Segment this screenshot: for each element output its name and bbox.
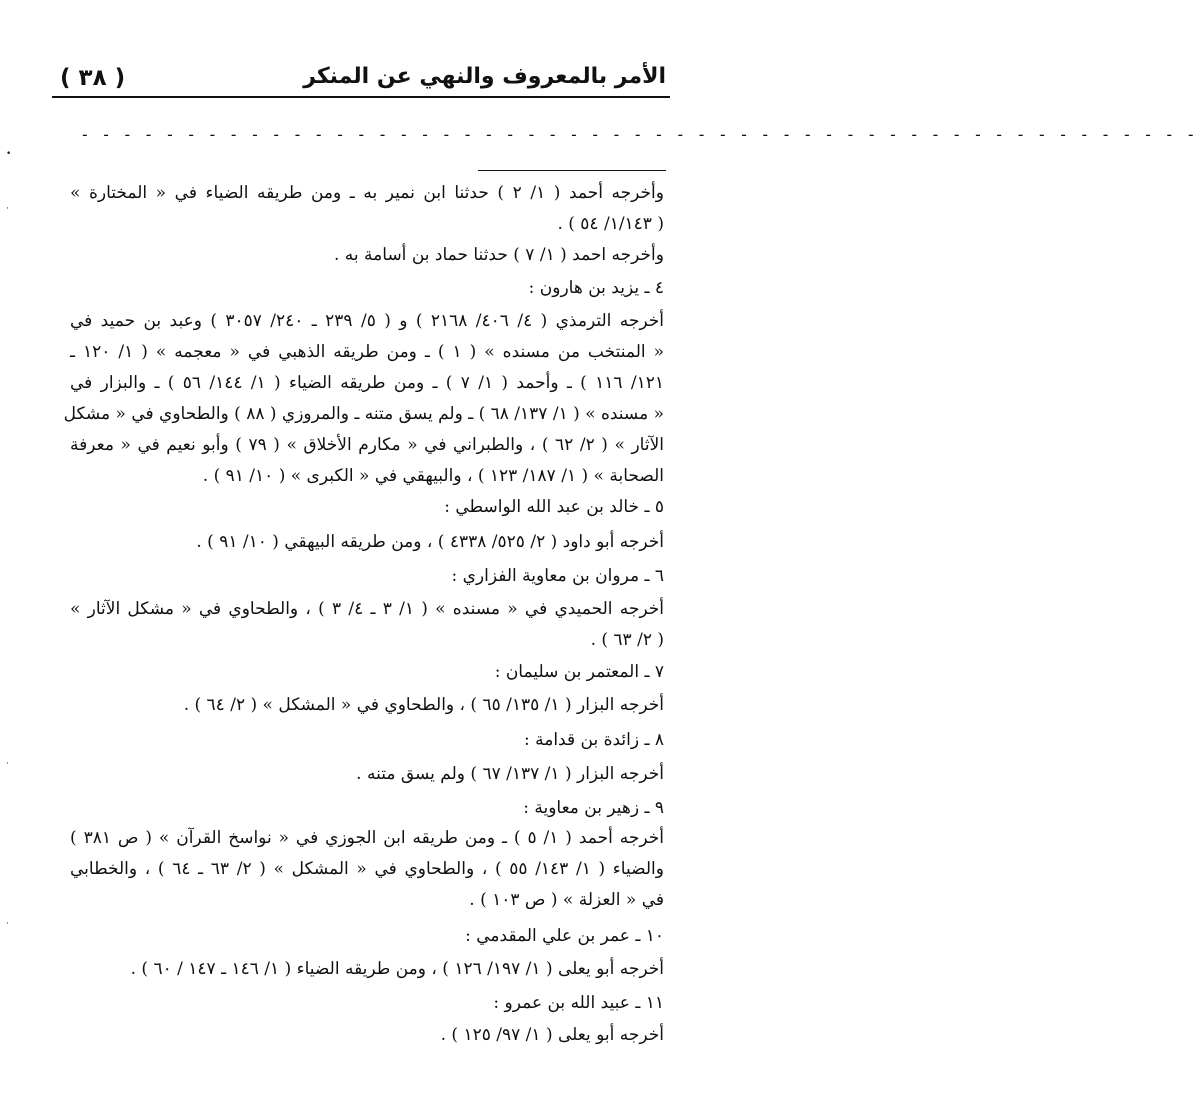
text-line: وأخرجه احمد ( ١/ ٧ ) حدثنا حماد بن أسامة به . — [333, 245, 664, 265]
text-line: وأخرجه أحمد ( ١/ ٢ ) حدثنا ابن نمير به ـ ومن طريقه الضياء في « المختارة » — [70, 183, 664, 203]
margin-speck: · — [6, 204, 9, 214]
text-line: أخرجه البزار ( ١/ ١٣٧/ ٦٧ ) ولم يسق متنه . — [356, 764, 664, 784]
text-line: ( ١/١٤٣/ ٥٤ ) . — [557, 214, 664, 234]
text-line: أخرجه الترمذي ( ٤/ ٤٠٦/ ٢١٦٨ ) و ( ٥/ ٢٣٩ ـ ٢٤٠/ ٣٠٥٧ ) وعبد بن حميد في — [70, 311, 664, 331]
text-line: أخرجه البزار ( ١/ ١٣٥/ ٦٥ ) ، والطحاوي في « المشكل » ( ٢/ ٦٤ ) . — [183, 695, 664, 715]
text-line: أخرجه أحمد ( ١/ ٥ ) ـ ومن طريقه ابن الجوزي في « نواسخ القرآن » ( ص ٣٨١ ) — [70, 828, 664, 848]
text-line: أخرجه الحميدي في « مسنده » ( ١/ ٣ ـ ٤/ ٣ ) ، والطحاوي في « مشكل الآثار » — [70, 599, 665, 619]
text-line: ( ٢/ ٦٣ ) . — [590, 630, 664, 650]
text-line: « مسنده » ( ١/ ١٣٧/ ٦٨ ) ـ ولم يسق متنه ـ والمروزي ( ٨٨ ) والطحاوي في « مشكل — [63, 404, 664, 424]
text-line: الصحابة » ( ١/ ١٨٧/ ١٢٣ ) ، والبيهقي في « الكبرى » ( ١٠/ ٩١ ) . — [202, 466, 664, 486]
dashed-separator: - - - - - - - - - - - - - - - - - - - - - - - - - - - - - - - - - - - - - - - - - - - - - - - - - - - - - — [80, 125, 1196, 144]
text-line: « المنتخب من مسنده » ( ١ ) ـ ومن طريقه الذهبي في « معجمه » ( ١/ ١٢٠ ـ — [70, 342, 664, 362]
section-heading: ٤ ـ يزيد بن هارون : — [528, 278, 664, 298]
margin-speck: · — [6, 759, 9, 769]
section-heading: ١١ ـ عبيد الله بن عمرو : — [493, 993, 664, 1013]
text-line: الآثار » ( ٢/ ٦٢ ) ، والطبراني في « مكارم الأخلاق » ( ٧٩ ) وأبو نعيم في « معرفة — [70, 435, 664, 455]
text-line: في « العزلة » ( ص ١٠٣ ) . — [469, 890, 664, 910]
section-heading: ١٠ ـ عمر بن علي المقدمي : — [465, 926, 664, 946]
section-heading: ٨ ـ زائدة بن قدامة : — [523, 730, 664, 750]
margin-speck: • — [6, 149, 12, 159]
page-number: ( ٣٨ ) — [60, 65, 126, 91]
section-heading: ٧ ـ المعتمر بن سليمان : — [494, 662, 664, 682]
text-line: أخرجه أبو يعلى ( ١/ ٩٧/ ١٢٥ ) . — [440, 1025, 664, 1045]
text-line: أخرجه أبو يعلى ( ١/ ١٩٧/ ١٢٦ ) ، ومن طريقه الضياء ( ١/ ١٤٦ ـ ١٤٧ / ٦٠ ) . — [130, 959, 664, 979]
running-title: الأمر بالمعروف والنهي عن المنكر — [303, 64, 666, 89]
section-heading: ٦ ـ مروان بن معاوية الفزاري : — [451, 566, 664, 586]
text-line: أخرجه أبو داود ( ٢/ ٥٢٥/ ٤٣٣٨ ) ، ومن طريقه البيهقي ( ١٠/ ٩١ ) . — [196, 532, 664, 552]
footnote-rule — [478, 170, 666, 171]
text-line: والضياء ( ١/ ١٤٣/ ٥٥ ) ، والطحاوي في « المشكل » ( ٢/ ٦٣ ـ ٦٤ ) ، والخطابي — [70, 859, 664, 879]
section-heading: ٩ ـ زهير بن معاوية : — [523, 798, 664, 818]
page-header — [52, 62, 670, 98]
margin-speck: · — [6, 919, 9, 929]
section-heading: ٥ ـ خالد بن عبد الله الواسطي : — [444, 497, 664, 517]
text-line: ١٢١/ ١١٦ ) ـ وأحمد ( ١/ ٧ ) ـ ومن طريقه الضياء ( ١/ ١٤٤/ ٥٦ ) ـ والبزار في — [70, 373, 664, 393]
